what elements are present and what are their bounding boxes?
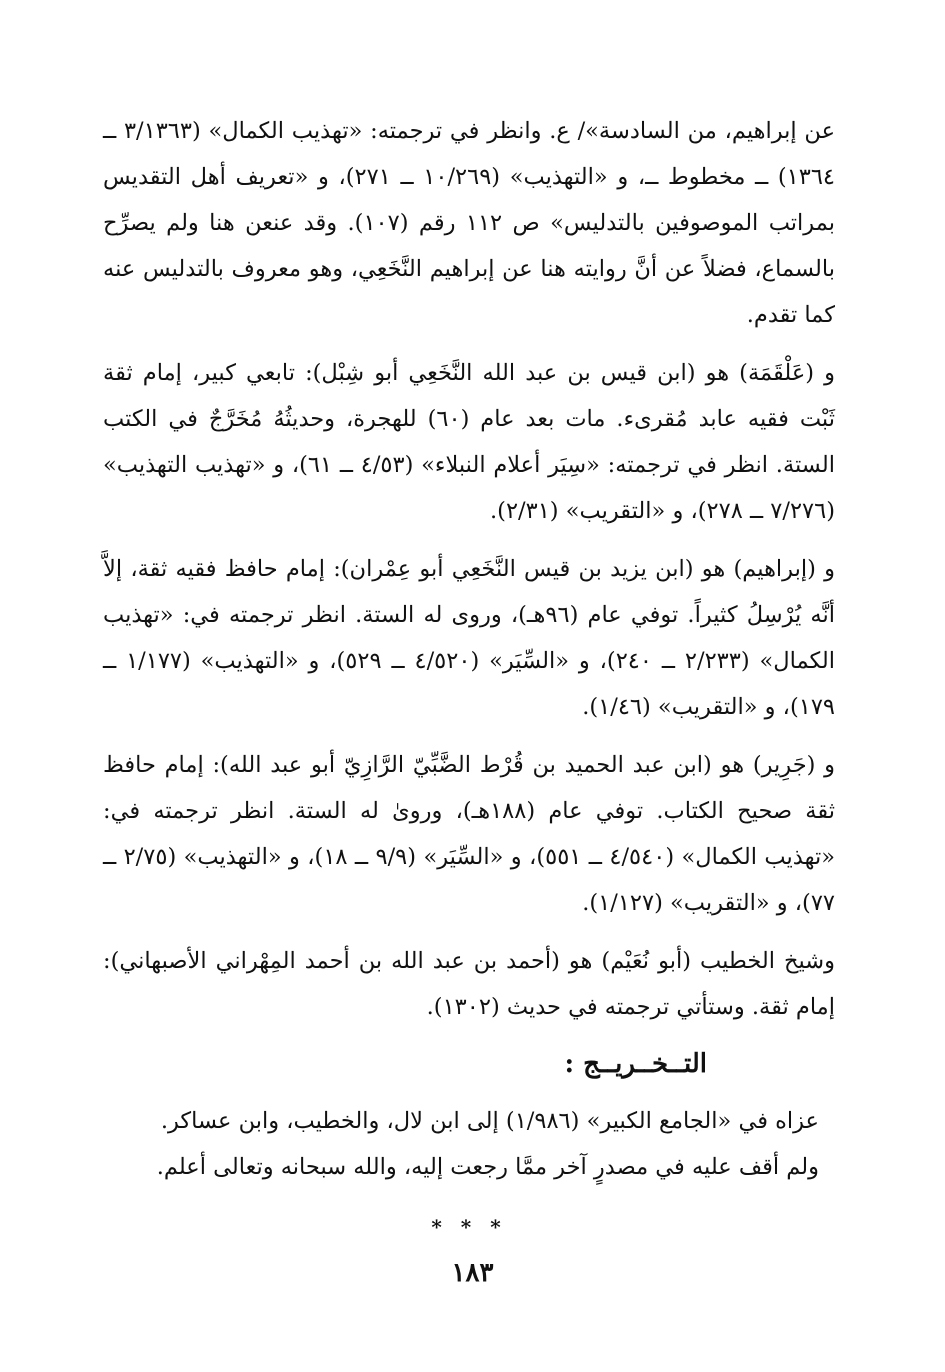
takhrij-line: ولم أقف عليه في مصدرٍ آخر ممَّا رجعت إليه، والله سبحانه وتعالى أعلم. xyxy=(156,1154,819,1180)
paragraph-intro-continuation: عن إبراهيم، من السادسة»/ ع. وانظر في ترجمته: «تهذيب الكمال» (٣/١٣٦٣ ــ ١٣٦٤) ــ مخطوط ــ، و «التهذيب» (١٠/٢٦٩ ــ ٢٧١)، و «تعريف أهل التقديس بمراتب الموصوفين بالتدليس» ص ١١٢ رقم (١٠٧). وقد عنعن هنا ولم يصرِّح بالسماع، فضلاً عن أنَّ روايته هنا عن إبراهيم النَّخَعِي، وهو معروف بالتدليس عنه كما تقدم. xyxy=(103,118,835,328)
page-body xyxy=(103,108,835,1242)
paragraph-abu-nuaym: وشيخ الخطيب (أبو نُعَيْم) هو (أحمد بن عبد الله بن أحمد المِهْراني الأصبهاني): إمام ثقة. وستأتي ترجمته في حديث (١٣٠٢). xyxy=(103,948,835,1020)
paragraph-ibrahim: و (إبراهيم) هو (ابن يزيد بن قيس النَّخَعِي أبو عِمْران): إمام حافظ فقيه ثقة، إلاَّ أنَّه يُرْسِلُ كثيراً. توفي عام (٩٦هـ)، وروى له الستة. انظر ترجمته في: «تهذيب الكمال» (٢/٢٣٣ ــ ٢٤٠)، و «السِّيَر» (٤/٥٢٠ ــ ٥٢٩)، و «التهذيب» (١/١٧٧ ــ ١٧٩)، و «التقريب» (١/٤٦). xyxy=(103,556,836,720)
section-separator: * * * xyxy=(431,1215,507,1239)
paragraph-alqama: و (عَلْقَمَة) هو (ابن قيس بن عبد الله النَّخَعِي أبو شِبْل): تابعي كبير، إمام ثقة ثَبْت فقيه عابد مُقرىء. مات بعد عام (٦٠) للهجرة، وحديثُهُ مُخَرَّجٌ في الكتب الستة. انظر في ترجمته: «سِيَر أعلام النبلاء» (٤/٥٣ ــ ٦١)، و «تهذيب التهذيب» (٧/٢٧٦ ــ ٢٧٨)، و «التقريب» (٢/٣١). xyxy=(103,360,835,524)
page-number: ١٨٣ xyxy=(451,1258,494,1288)
takhrij-heading: التــخــريــج : xyxy=(564,1049,707,1079)
takhrij-line: عزاه في «الجامع الكبير» (١/٩٨٦) إلى ابن لال، والخطيب، وابن عساكر. xyxy=(160,1108,819,1134)
paragraph-jarir: و (جَرِير) هو (ابن عبد الحميد بن قُرْط الضَّبِّيّ الرَّازِيّ أبو عبد الله): إمام حافظ ثقة صحيح الكتاب. توفي عام (١٨٨هـ)، وروىٰ له الستة. انظر ترجمته في: «تهذيب الكمال» (٤/٥٤٠ ــ ٥٥١)، و «السِّيَر» (٩/٩ ــ ١٨)، و «التهذيب» (٢/٧٥ ــ ٧٧)، و «التقريب» (١/١٢٧). xyxy=(103,752,836,916)
